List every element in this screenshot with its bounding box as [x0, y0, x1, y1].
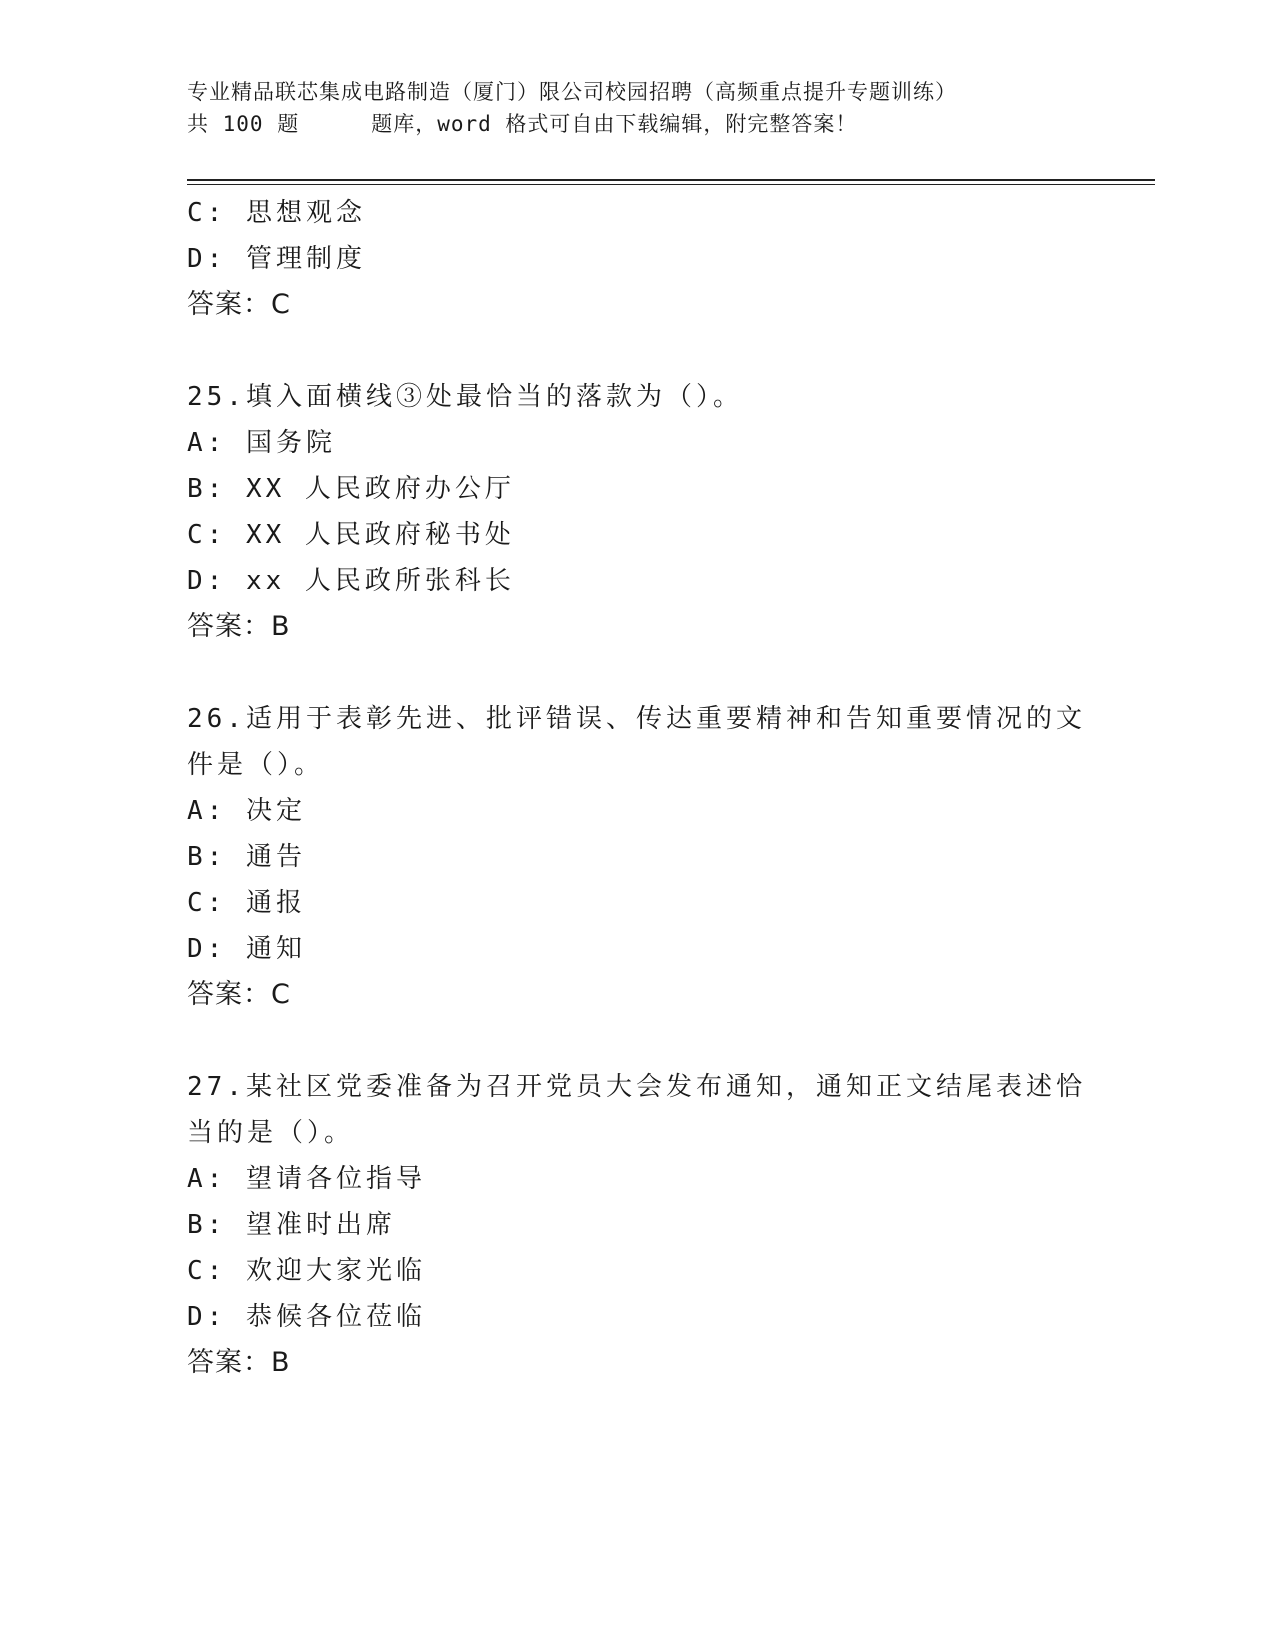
header-divider-thick	[187, 179, 1155, 181]
question-stem: 25.填入面横线③处最恰当的落款为（）。	[187, 382, 743, 412]
option-c: C: 通报	[187, 888, 306, 918]
option-d: D: 通知	[187, 934, 306, 964]
option-d: D: 管理制度	[187, 244, 366, 274]
option-a: A: 国务院	[187, 428, 336, 458]
question-24-tail	[187, 190, 1107, 328]
option-d: D: xx 人民政所张科长	[187, 566, 515, 596]
option-c: C: 欢迎大家光临	[187, 1256, 426, 1286]
header-title-line2	[187, 108, 1147, 140]
header-subtitle: 题库，word 格式可自由下载编辑，附完整答案！	[371, 112, 858, 136]
question-list	[187, 190, 1107, 1386]
option-a: A: 望请各位指导	[187, 1164, 426, 1194]
question-stem: 27.某社区党委准备为召开党员大会发布通知，通知正文结尾表述恰当的是（）。	[187, 1072, 1086, 1148]
answer-line: 答案：B	[187, 1347, 291, 1378]
option-a: A: 决定	[187, 796, 306, 826]
document-header	[187, 76, 1147, 140]
header-question-count: 共 100 题	[187, 112, 300, 136]
option-b: B: 望准时出席	[187, 1210, 396, 1240]
option-d: D: 恭候各位莅临	[187, 1302, 426, 1332]
question-stem: 26.适用于表彰先进、批评错误、传达重要精神和告知重要情况的文件是（）。	[187, 704, 1086, 780]
answer-line: 答案：C	[187, 979, 291, 1010]
header-divider-thin	[187, 184, 1155, 185]
question-27	[187, 1064, 1107, 1386]
option-c: C: XX 人民政府秘书处	[187, 520, 515, 550]
answer-line: 答案：B	[187, 611, 291, 642]
question-25	[187, 374, 1107, 650]
header-title-line1: 专业精品联芯集成电路制造（厦门）限公司校园招聘（高频重点提升专题训练）	[187, 80, 957, 104]
option-c: C: 思想观念	[187, 198, 366, 228]
question-26	[187, 696, 1107, 1018]
option-b: B: XX 人民政府办公厅	[187, 474, 515, 504]
option-b: B: 通告	[187, 842, 306, 872]
answer-line: 答案：C	[187, 289, 291, 320]
